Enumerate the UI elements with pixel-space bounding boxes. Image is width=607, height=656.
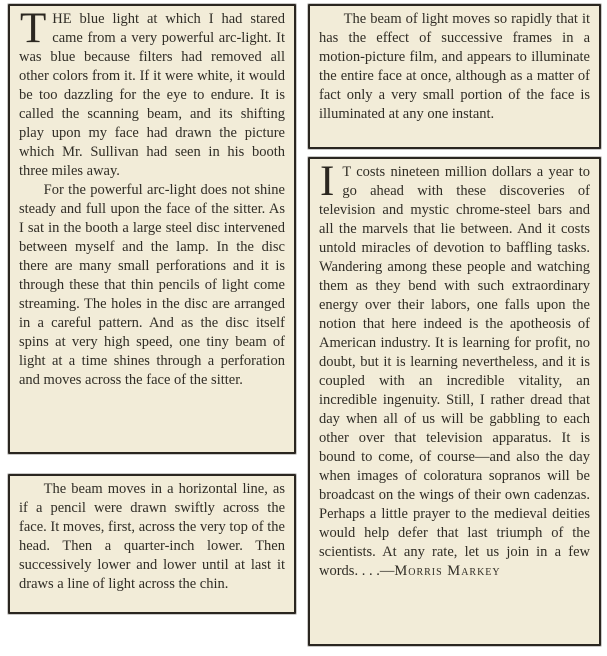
text-box-nineteen-million <box>308 157 601 646</box>
paragraph-successive-frames: The beam of light moves so rapidly that it has the effect of successive frames in a motion-picture film, and appears to illuminate the entire face at once, although as a matter of fact only a very small portion of the face is illuminated at any one instant. <box>319 11 590 122</box>
paragraph-beam-moves: The beam moves in a horizontal line, as if a pencil were drawn swiftly across the face. It moves, first, across the very top of the head. Then a quarter-inch lower. Then successively lower and lower until at last it draws a line of light across the chin. <box>19 481 285 592</box>
text-box-rapid-beam <box>308 4 601 149</box>
dropcap-i: I <box>320 158 335 205</box>
paragraph-text: T costs nineteen million dollars a year to go ahead with these discoveries of television and mystic chrome-steel bars and all the marvels that lie between. And it costs untold miracles of devotion to baffling tasks. Wandering among these people and watching them as they bend with such extraordinary energy over their labors, one falls upon the notion that here indeed is the apotheosis of American industry. It is learning for profit, no doubt, but it is learning nevertheless, and it is coupled with an incredible vitality, an incredible ingenuity. Still, I rather dread that day when all of us will be gabbling to each other over that television apparatus. It is bound to come, of course—and also the day when images of coloratura sopranos will be broadcast on the wings of their own cadenzas. Perhaps a little prayer to the medieval deities would help defer that last triumph of the scientists. At any rate, let us join in a few words. . . .— <box>319 164 590 579</box>
paragraph-it-costs <box>319 158 590 581</box>
text-box-scanning-beam <box>8 4 296 454</box>
dropcap-t: T <box>20 5 47 52</box>
author-signature: Morris Markey <box>394 563 501 579</box>
text-box-horizontal-beam <box>8 474 296 614</box>
paragraph-text: HE blue light at which I had stared came from a very powerful arc-light. It was blue because filters had removed all other colors from it. If it were white, it would be too dazzling for the eye to endure. It is called the scanning beam, and its shifting play upon my face had drawn the picture which Mr. Sullivan had seen in his booth three miles away. <box>19 11 285 179</box>
paragraph-blue-light <box>19 5 285 181</box>
paragraph-arc-light-disc: For the powerful arc-light does not shine steady and full upon the face of the sitter. As I sat in the booth a large steel disc intervened between myself and the lamp. In the disc there are many small perforations and it is through these that thin pencils of light come streaming. The holes in the disc are arranged in a careful pattern. And as the disc itself spins at very high speed, one tiny beam of light at a time shines through a perforation and moves across the face of the sitter. <box>19 182 285 388</box>
